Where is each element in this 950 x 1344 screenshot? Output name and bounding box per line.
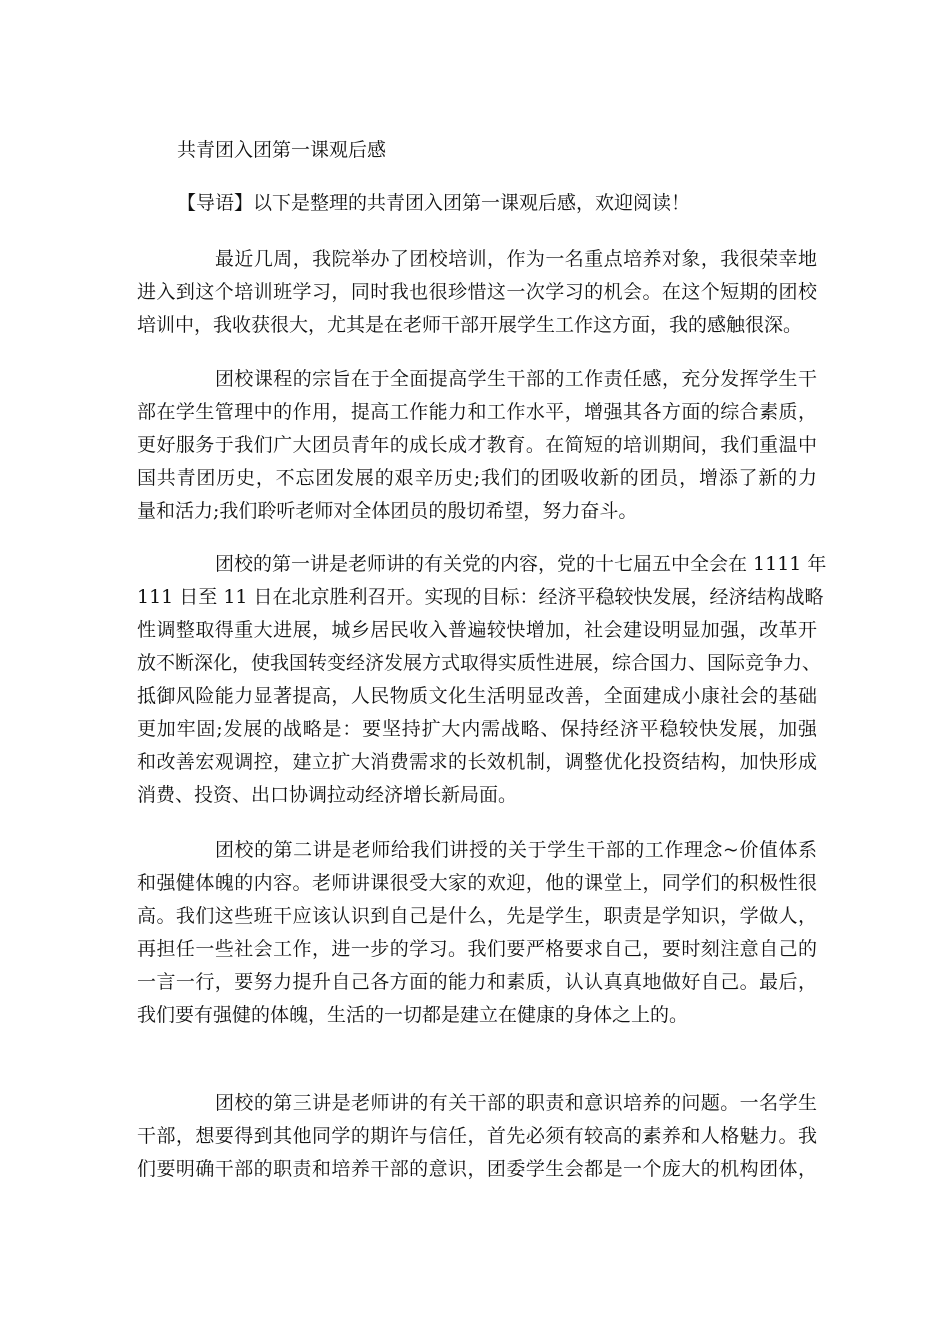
paragraph-line: 111 日至 11 日在北京胜利召开。实现的目标：经济平稳较快发展，经济结构战略 bbox=[137, 586, 824, 608]
paragraph-line: 性调整取得重大进展，城乡居民收入普遍较快增加，社会建设明显加强，改革开 bbox=[137, 619, 817, 641]
paragraph-line: 最近几周，我院举办了团校培训，作为一名重点培养对象，我很荣幸地 bbox=[215, 248, 817, 270]
paragraph-line: 量和活力;我们聆听老师对全体团员的殷切希望，努力奋斗。 bbox=[137, 500, 638, 522]
paragraph-line: 团校的第一讲是老师讲的有关党的内容，党的十七届五中全会在 1111 年 bbox=[215, 553, 827, 575]
paragraph-line: 干部，想要得到其他同学的期许与信任，首先必须有较高的素养和人格魅力。我 bbox=[137, 1125, 817, 1147]
paragraph-line: 抵御风险能力显著提高，人民物质文化生活明显改善，全面建成小康社会的基础 bbox=[137, 685, 817, 707]
paragraph-2 bbox=[137, 363, 817, 528]
lead-paragraph: 【导语】以下是整理的共青团入团第一课观后感，欢迎阅读！ bbox=[177, 192, 691, 214]
paragraph-line: 培训中，我收获很大，尤其是在老师干部开展学生工作这方面，我的感触很深。 bbox=[137, 314, 803, 336]
paragraph-line: 团校课程的宗旨在于全面提高学生干部的工作责任感，充分发挥学生干 bbox=[215, 368, 817, 390]
paragraph-1 bbox=[137, 243, 817, 342]
paragraph-line: 一言一行，要努力提升自己各方面的能力和素质，认认真真地做好自己。最后， bbox=[137, 971, 817, 993]
paragraph-line: 和强健体魄的内容。老师讲课很受大家的欢迎，他的课堂上，同学们的积极性很 bbox=[137, 872, 817, 894]
paragraph-4 bbox=[137, 834, 817, 1032]
paragraph-line: 我们要有强健的体魄，生活的一切都是建立在健康的身体之上的。 bbox=[137, 1004, 689, 1026]
paragraph-line: 更加牢固;发展的战略是：要坚持扩大内需战略、保持经济平稳较快发展，加强 bbox=[137, 718, 817, 740]
paragraph-5 bbox=[137, 1087, 817, 1186]
paragraph-line: 国共青团历史，不忘团发展的艰辛历史;我们的团吸收新的团员，增添了新的力 bbox=[137, 467, 817, 489]
paragraph-3 bbox=[137, 548, 827, 812]
paragraph-line: 团校的第二讲是老师给我们讲授的关于学生干部的工作理念~价值体系 bbox=[215, 839, 817, 861]
paragraph-line: 高。我们这些班干应该认识到自己是什么，先是学生，职责是学知识，学做人， bbox=[137, 905, 817, 927]
paragraph-line: 部在学生管理中的作用，提高工作能力和工作水平，增强其各方面的综合素质， bbox=[137, 401, 817, 423]
document-title: 共青团入团第一课观后感 bbox=[177, 139, 387, 161]
paragraph-line: 再担任一些社会工作，进一步的学习。我们要严格要求自己，要时刻注意自己的 bbox=[137, 938, 817, 960]
paragraph-line: 消费、投资、出口协调拉动经济增长新局面。 bbox=[137, 784, 518, 806]
paragraph-line: 更好服务于我们广大团员青年的成长成才教育。在简短的培训期间，我们重温中 bbox=[137, 434, 817, 456]
paragraph-line: 团校的第三讲是老师讲的有关干部的职责和意识培养的问题。一名学生 bbox=[215, 1092, 817, 1114]
paragraph-line: 和改善宏观调控，建立扩大消费需求的长效机制，调整优化投资结构，加快形成 bbox=[137, 751, 817, 773]
paragraph-line: 们要明确干部的职责和培养干部的意识，团委学生会都是一个庞大的机构团体， bbox=[137, 1158, 817, 1180]
paragraph-line: 放不断深化，使我国转变经济发展方式取得实质性进展，综合国力、国际竞争力、 bbox=[137, 652, 822, 674]
paragraph-line: 进入到这个培训班学习，同时我也很珍惜这一次学习的机会。在这个短期的团校 bbox=[137, 281, 817, 303]
